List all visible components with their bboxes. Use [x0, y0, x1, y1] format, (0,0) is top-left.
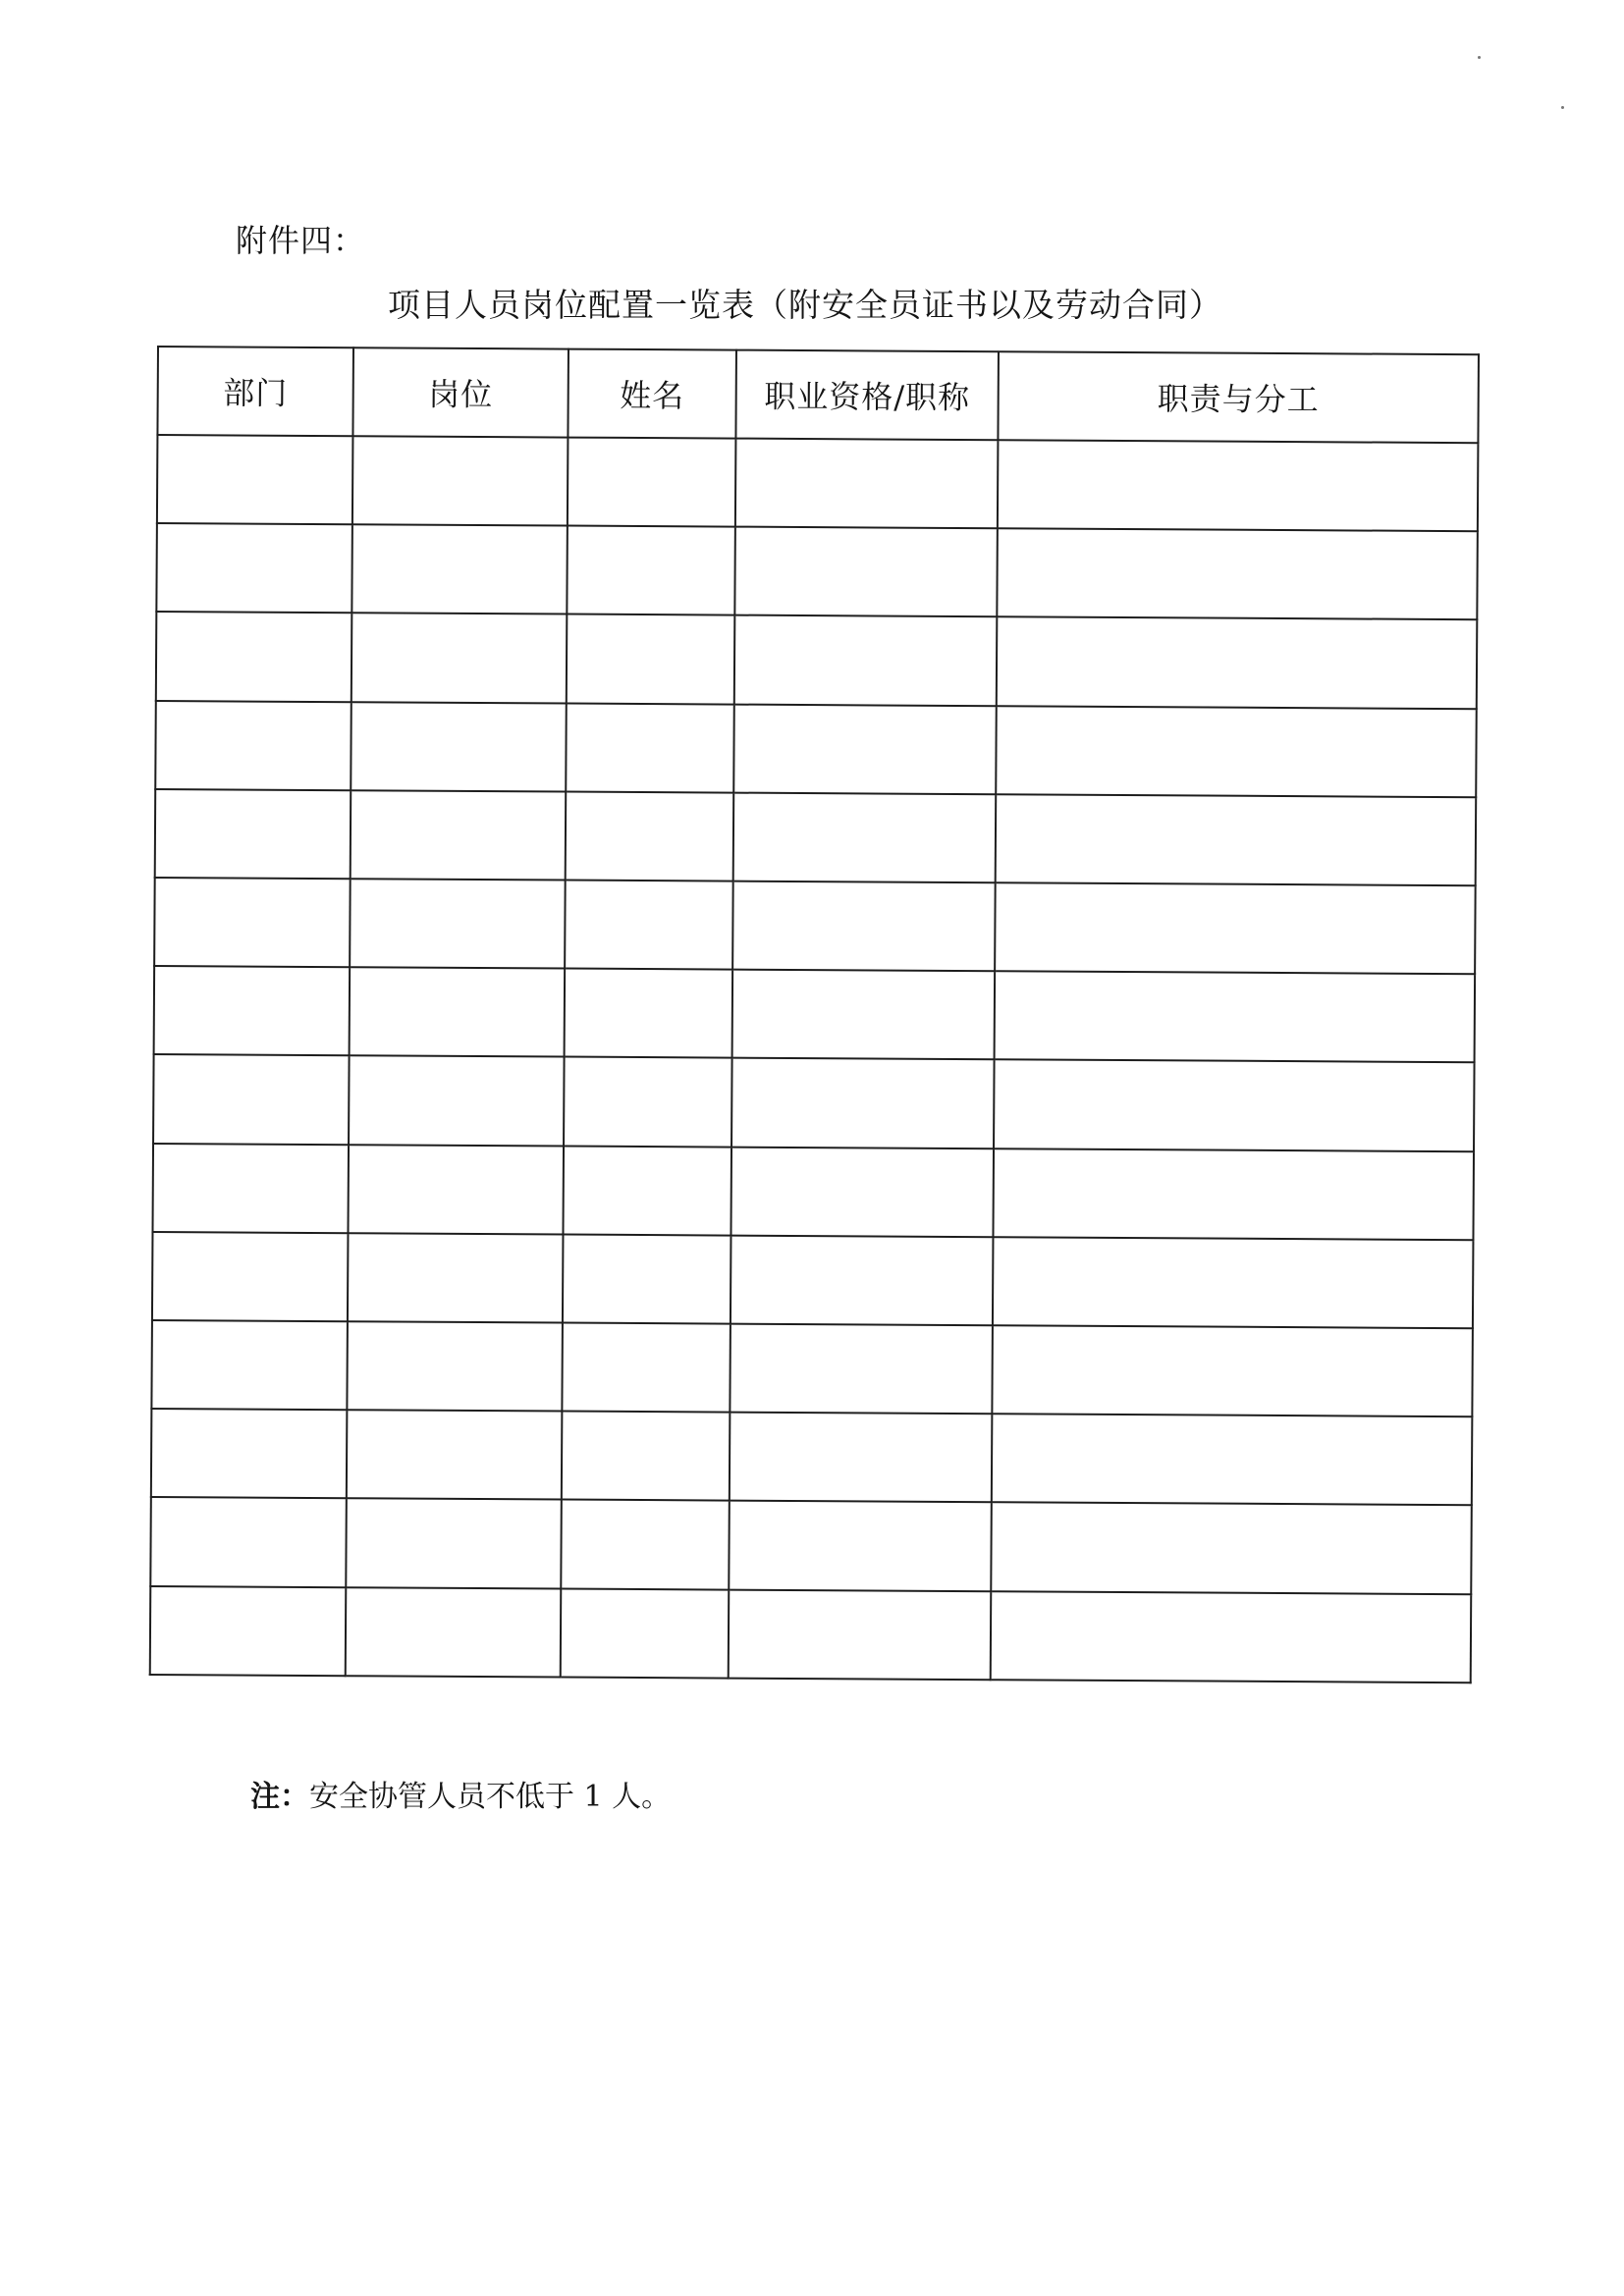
table-cell[interactable]	[352, 436, 568, 526]
table-cell[interactable]	[156, 612, 352, 701]
table-cell[interactable]	[350, 879, 566, 969]
table-cell[interactable]	[155, 701, 352, 790]
table-row	[156, 523, 1478, 619]
table-row	[154, 878, 1476, 974]
table-cell[interactable]	[349, 1056, 565, 1147]
header-duties: 职责与分工	[998, 351, 1479, 443]
table-cell[interactable]	[347, 1321, 563, 1412]
table-cell[interactable]	[346, 1587, 562, 1678]
table-row	[156, 612, 1478, 708]
table-cell[interactable]	[155, 789, 352, 879]
table-cell[interactable]	[730, 1413, 993, 1503]
table-cell[interactable]	[347, 1410, 563, 1500]
table-cell[interactable]	[350, 967, 566, 1057]
table-cell[interactable]	[731, 1147, 994, 1237]
table-cell[interactable]	[729, 1589, 992, 1680]
table-row	[154, 966, 1476, 1062]
table-row	[151, 1320, 1473, 1416]
header-department: 部门	[157, 347, 353, 436]
table-row	[151, 1409, 1473, 1505]
table-cell[interactable]	[730, 1324, 993, 1415]
table-cell[interactable]	[568, 438, 736, 527]
scan-speck	[1478, 56, 1481, 59]
table-cell[interactable]	[154, 878, 351, 967]
table-row	[150, 1497, 1472, 1593]
table-cell[interactable]	[346, 1499, 562, 1589]
table-cell[interactable]	[352, 524, 568, 614]
table-cell[interactable]	[348, 1145, 564, 1235]
table-cell[interactable]	[992, 1325, 1473, 1416]
table-cell[interactable]	[152, 1232, 349, 1321]
table-cell[interactable]	[997, 617, 1478, 709]
table-cell[interactable]	[564, 1057, 732, 1147]
table-cell[interactable]	[150, 1497, 347, 1586]
table-row	[153, 1054, 1475, 1150]
table-cell[interactable]	[156, 523, 352, 613]
table-row	[152, 1232, 1474, 1328]
table-cell[interactable]	[154, 966, 351, 1055]
table-body	[150, 435, 1479, 1682]
table-cell[interactable]	[567, 614, 735, 704]
table-cell[interactable]	[995, 882, 1476, 974]
header-qualification: 职业资格/职称	[735, 350, 999, 441]
table-cell[interactable]	[150, 1586, 347, 1677]
table-cell[interactable]	[992, 1414, 1473, 1505]
table-cell[interactable]	[561, 1588, 730, 1678]
table-cell[interactable]	[733, 792, 997, 882]
table-cell[interactable]	[991, 1591, 1472, 1682]
table-cell[interactable]	[153, 1054, 350, 1144]
footnote	[250, 1772, 671, 1815]
table-cell[interactable]	[731, 1058, 995, 1148]
footnote-label: 注：	[250, 1780, 309, 1814]
table-cell[interactable]	[735, 439, 999, 529]
table-cell[interactable]	[565, 969, 733, 1058]
table-row	[157, 435, 1479, 531]
table-cell[interactable]	[157, 435, 353, 524]
table-cell[interactable]	[562, 1323, 731, 1413]
table-cell[interactable]	[566, 703, 734, 792]
table-cell[interactable]	[562, 1412, 731, 1501]
table-cell[interactable]	[997, 528, 1478, 619]
table-cell[interactable]	[351, 702, 567, 792]
footnote-text: 安全协管人员不低于 1 人。	[309, 1780, 672, 1814]
table-cell[interactable]	[151, 1409, 348, 1498]
table-row	[152, 1144, 1474, 1240]
table-cell[interactable]	[991, 1503, 1472, 1594]
table-cell[interactable]	[732, 881, 996, 972]
table-cell[interactable]	[565, 881, 733, 970]
table-cell[interactable]	[567, 526, 735, 615]
header-position: 岗位	[352, 347, 568, 437]
table-cell[interactable]	[566, 791, 734, 881]
staff-allocation-table	[149, 346, 1480, 1683]
header-name: 姓名	[568, 349, 736, 439]
table-cell[interactable]	[996, 794, 1477, 885]
table-cell[interactable]	[731, 1235, 994, 1325]
scan-speck	[1561, 106, 1564, 109]
table-cell[interactable]	[734, 615, 998, 706]
table-cell[interactable]	[563, 1146, 731, 1235]
table-cell[interactable]	[995, 971, 1476, 1062]
table-cell[interactable]	[348, 1233, 564, 1323]
table-cell[interactable]	[732, 970, 996, 1060]
table-cell[interactable]	[996, 706, 1477, 797]
table-cell[interactable]	[352, 614, 568, 704]
table-cell[interactable]	[729, 1501, 992, 1591]
table-row	[155, 701, 1477, 797]
table-cell[interactable]	[734, 527, 998, 617]
table-cell[interactable]	[993, 1148, 1474, 1240]
table-cell[interactable]	[563, 1234, 731, 1323]
attachment-label: 附件四：	[236, 222, 366, 259]
table-header-row	[157, 347, 1479, 443]
table-cell[interactable]	[994, 1060, 1475, 1151]
table-cell[interactable]	[993, 1237, 1474, 1328]
table-title: 项目人员岗位配置一览表（附安全员证书以及劳动合同）	[388, 286, 1222, 324]
table-cell[interactable]	[351, 790, 567, 881]
table-cell[interactable]	[561, 1500, 730, 1589]
table-row	[155, 789, 1477, 885]
table-row	[150, 1586, 1472, 1683]
table-cell[interactable]	[152, 1144, 349, 1233]
table-cell[interactable]	[733, 704, 997, 794]
table-cell[interactable]	[998, 440, 1479, 531]
table-cell[interactable]	[151, 1320, 348, 1410]
